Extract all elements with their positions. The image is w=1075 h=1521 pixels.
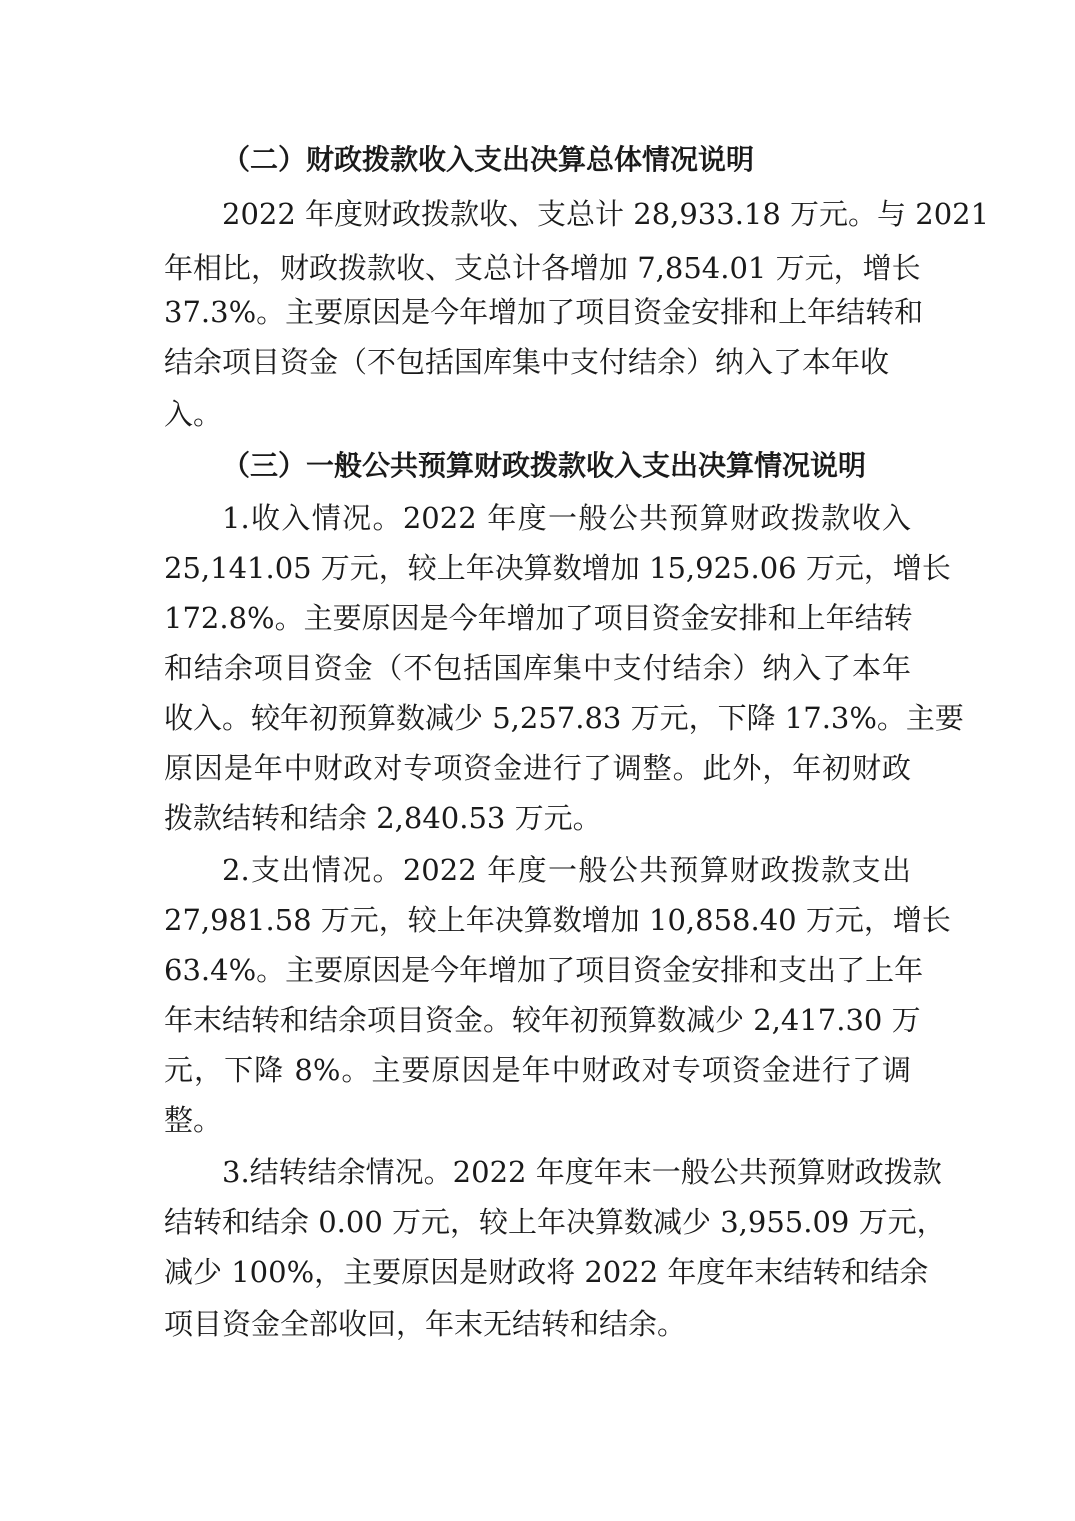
carryover-text: 3.结转结余情况。2022 年度年末一般公共预算财政拨款 bbox=[222, 1155, 942, 1189]
expenditure-text: 63.4%。主要原因是今年增加了项目资金安排和支出了上年 bbox=[164, 953, 924, 987]
section-2-heading: （二）财政拨款收入支出决算总体情况说明 bbox=[222, 143, 755, 176]
income-para-line bbox=[0, 591, 1075, 645]
income-para-line bbox=[0, 741, 1075, 795]
expenditure-para-line bbox=[0, 843, 1075, 897]
section-2-para-line bbox=[0, 285, 1075, 339]
expenditure-text: 整。 bbox=[164, 1103, 223, 1137]
carryover-text: 减少 100%，主要原因是财政将 2022 年度年末结转和结余 bbox=[164, 1255, 929, 1289]
income-text: 收入。较年初预算数减少 5,257.83 万元，下降 17.3%。主要 bbox=[164, 701, 964, 735]
expenditure-para-line bbox=[0, 993, 1075, 1047]
carryover-para-line bbox=[0, 1297, 1075, 1351]
section-2-text: 结余项目资金（不包括国库集中支付结余）纳入了本年收 bbox=[164, 345, 890, 379]
carryover-text: 结转和结余 0.00 万元，较上年决算数减少 3,955.09 万元， bbox=[164, 1205, 946, 1239]
expenditure-text: 年末结转和结余项目资金。较年初预算数减少 2,417.30 万 bbox=[164, 1003, 921, 1037]
section-2-para-line bbox=[0, 387, 1075, 441]
income-para-line bbox=[0, 641, 1075, 695]
section-2-text: 2022 年度财政拨款收、支总计 28,933.18 万元。与 2021 bbox=[222, 197, 990, 231]
carryover-text: 项目资金全部收回，年末无结转和结余。 bbox=[164, 1307, 687, 1341]
section-2-heading-line bbox=[0, 133, 1075, 187]
income-text: 拨款结转和结余 2,840.53 万元。 bbox=[164, 801, 602, 835]
carryover-para-line bbox=[0, 1195, 1075, 1249]
expenditure-text: 2.支出情况。2022 年度一般公共预算财政拨款支出 bbox=[222, 853, 911, 887]
carryover-para-line bbox=[0, 1145, 1075, 1199]
expenditure-para-line bbox=[0, 1093, 1075, 1147]
section-2-para-line bbox=[0, 187, 1075, 241]
section-2-text: 入。 bbox=[164, 397, 223, 431]
income-text: 1.收入情况。2022 年度一般公共预算财政拨款收入 bbox=[222, 501, 911, 535]
expenditure-text: 27,981.58 万元，较上年决算数增加 10,858.40 万元，增长 bbox=[164, 903, 951, 937]
expenditure-para-line bbox=[0, 1043, 1075, 1097]
section-3-heading: （三）一般公共预算财政拨款收入支出决算情况说明 bbox=[222, 449, 867, 482]
carryover-para-line bbox=[0, 1245, 1075, 1299]
income-text: 和结余项目资金（不包括国库集中支付结余）纳入了本年 bbox=[164, 651, 911, 685]
income-para-line bbox=[0, 691, 1075, 745]
income-para-line bbox=[0, 491, 1075, 545]
expenditure-para-line bbox=[0, 943, 1075, 997]
expenditure-para-line bbox=[0, 893, 1075, 947]
income-text: 原因是年中财政对专项资金进行了调整。此外，年初财政 bbox=[164, 751, 911, 785]
section-2-text: 37.3%。主要原因是今年增加了项目资金安排和上年结转和 bbox=[164, 295, 924, 329]
income-text: 172.8%。主要原因是今年增加了项目资金安排和上年结转 bbox=[164, 601, 913, 635]
section-3-heading-line bbox=[0, 439, 1075, 493]
income-para-line bbox=[0, 791, 1075, 845]
income-para-line bbox=[0, 541, 1075, 595]
income-text: 25,141.05 万元，较上年决算数增加 15,925.06 万元，增长 bbox=[164, 551, 951, 585]
expenditure-text: 元，下降 8%。主要原因是年中财政对专项资金进行了调 bbox=[164, 1053, 911, 1087]
section-2-text: 年相比，财政拨款收、支总计各增加 7,854.01 万元，增长 bbox=[164, 251, 921, 285]
section-2-para-line bbox=[0, 335, 1075, 389]
